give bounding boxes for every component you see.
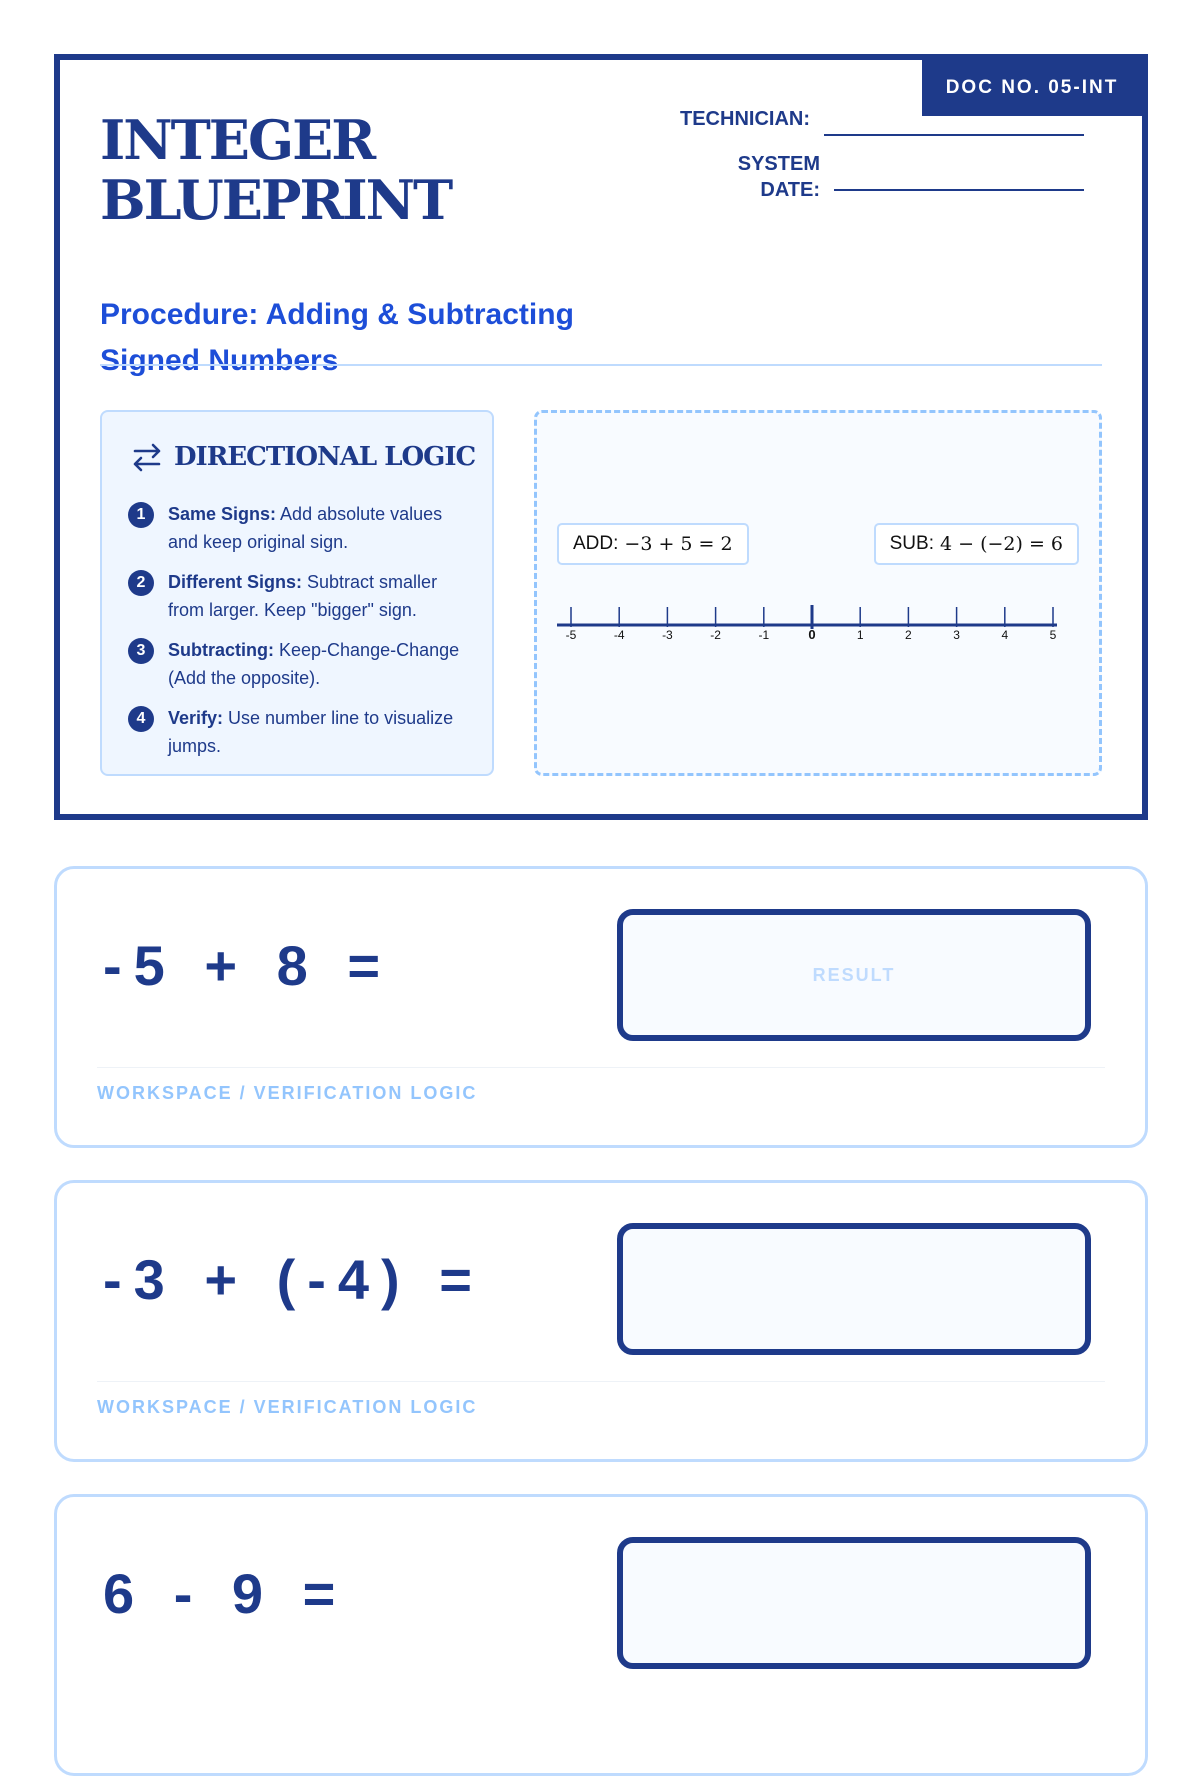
number-line-tick-label: 3 <box>953 628 960 642</box>
title-line-2: BLUEPRINT <box>100 168 452 232</box>
page-subtitle: Procedure: Adding & Subtracting Signed Numbers <box>100 298 574 377</box>
step-description: Keep-Change-Change (Add the opposite). <box>168 640 460 688</box>
workspace-label: WORKSPACE / VERIFICATION LOGIC <box>97 1397 478 1417</box>
result-input[interactable] <box>617 1537 1091 1669</box>
number-line <box>557 593 1067 653</box>
number-line-diagram <box>534 410 1102 776</box>
number-line-tick-label: -1 <box>758 628 770 642</box>
problem-expression: 6 - 9 = <box>103 1562 348 1625</box>
step-text <box>168 704 474 760</box>
technician-label: TECHNICIAN: <box>680 108 810 130</box>
page-title <box>100 110 451 230</box>
sub-example-equation: 4 − (−2) = 6 <box>939 533 1063 555</box>
title-line-1: INTEGER <box>100 108 375 172</box>
step-number-badge: 4 <box>128 706 154 732</box>
step-description: Add absolute values and keep original sign. <box>168 504 443 552</box>
problem-expression: -5 + 8 = <box>103 934 393 997</box>
number-line-tick-label: 5 <box>1049 628 1057 642</box>
system-date-label-line1: SYSTEM <box>737 153 820 175</box>
step-heading: Verify: <box>168 708 224 728</box>
workspace-label: WORKSPACE / VERIFICATION LOGIC <box>97 1083 478 1103</box>
number-line-tick-label: 4 <box>1001 628 1009 642</box>
step-text <box>168 568 474 624</box>
add-example-label: ADD: <box>573 533 619 554</box>
technician-field[interactable] <box>824 134 1084 136</box>
step-description: Subtract smaller from larger. Keep "bigger" sign. <box>168 572 438 620</box>
logic-step <box>128 636 474 692</box>
number-line-tick-label: -2 <box>710 628 721 642</box>
directional-logic-title: DIRECTIONAL LOGIC <box>174 442 476 472</box>
problem-expression: -3 + (-4) = <box>103 1248 484 1311</box>
step-description: Use number line to visualize jumps. <box>168 708 454 756</box>
workspace-divider <box>97 1067 1105 1068</box>
system-date-label-line2: DATE: <box>760 179 820 201</box>
header-divider <box>100 364 1102 366</box>
logic-step <box>128 500 474 556</box>
system-date-field[interactable] <box>834 189 1084 191</box>
number-line-tick-label: 0 <box>808 627 816 642</box>
result-input[interactable] <box>617 1223 1091 1355</box>
step-heading: Different Signs: <box>168 572 303 592</box>
directional-logic-card <box>100 410 494 776</box>
problem-card <box>54 1180 1148 1462</box>
doc-number-badge: DOC NO. 05-INT <box>922 60 1142 116</box>
number-line-tick-label: -5 <box>565 628 577 642</box>
logic-step <box>128 704 474 760</box>
step-number-badge: 1 <box>128 502 154 528</box>
logic-steps-list <box>128 500 474 772</box>
step-number-badge: 3 <box>128 638 154 664</box>
directional-logic-header <box>130 440 475 474</box>
number-line-tick-label: 2 <box>905 628 912 642</box>
blueprint-header-sheet <box>54 54 1148 820</box>
problem-card <box>54 1494 1148 1776</box>
step-number-badge: 2 <box>128 570 154 596</box>
problem-card <box>54 866 1148 1148</box>
result-input[interactable]: RESULT <box>617 909 1091 1041</box>
system-date-label <box>660 151 820 203</box>
step-text <box>168 500 474 556</box>
swap-arrows-icon <box>130 440 164 474</box>
add-example-equation: −3 + 5 = 2 <box>624 533 733 555</box>
step-heading: Subtracting: <box>168 640 274 660</box>
logic-step <box>128 568 474 624</box>
step-heading: Same Signs: <box>168 504 277 524</box>
number-line-tick-label: -4 <box>613 628 625 642</box>
number-line-tick-label: -3 <box>662 628 673 642</box>
sub-example-label: SUB: <box>889 533 934 554</box>
step-text <box>168 636 474 692</box>
add-example-tag <box>557 523 749 565</box>
number-line-tick-label: 1 <box>856 628 864 642</box>
sub-example-tag <box>874 523 1079 565</box>
workspace-divider <box>97 1381 1105 1382</box>
